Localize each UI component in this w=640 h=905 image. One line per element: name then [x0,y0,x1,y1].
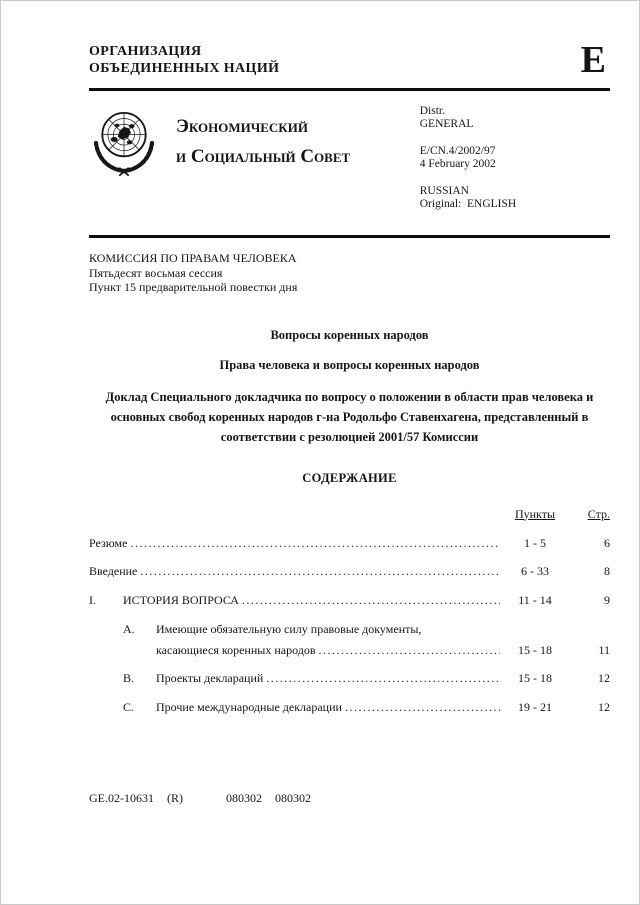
council-name-line2: и Социальный Совет [176,146,351,167]
toc-label: Резюме [89,535,128,550]
agenda-item: Пункт 15 предварительной повестки дня [89,280,298,294]
toc-label: Проекты деклараций [156,671,264,685]
doc-subtopic-title: Права человека и вопросы коренных народов [219,357,480,372]
ge-number: GE.02-10631 [89,791,154,805]
dot-leader [130,537,500,551]
session-number: Пятьдесят восьмая сессия [89,265,223,280]
language-code: (R) [167,791,183,805]
language-block [420,185,610,211]
council-name-line1: Экономический [176,116,308,137]
toc-paragraph-range: 19 - 21 [518,699,552,714]
doc-language: RUSSIAN [419,185,469,197]
report-title: Доклад Специального докладчика по вопросу о положении в области прав человека и основных свобод коренных народов г-на Родольфо Ставенхагена, представленный в соответствии с резолюцией 2001/57 Комиссии [105,389,594,444]
org-name-line1: ОРГАНИЗАЦИЯ [89,44,202,59]
symbol-block [420,145,610,171]
toc-row-summary [89,537,610,551]
masthead [89,104,610,222]
org-name-line2: ОБЪЕДИНЕННЫХ НАЦИЙ [89,61,280,76]
toc-col-paragraphs: Пункты [514,506,556,521]
distr-block [420,105,610,131]
commission-name: КОМИССИЯ ПО ПРАВАМ ЧЕЛОВЕКА [89,251,297,265]
toc-item-number: A. [123,622,135,636]
toc-label: Прочие международные декларации [156,699,342,714]
toc-label: Введение [89,564,138,578]
toc-paragraph-range: 1 - 5 [524,535,546,550]
toc-item-number: B. [123,671,135,685]
toc-label-line2: касающиеся коренных народов [156,642,316,657]
dot-leader [266,672,500,686]
toc-row-section-b [89,672,610,686]
un-emblem-icon [89,106,159,180]
toc-paragraph-range: 11 - 14 [518,592,552,607]
dot-leader [345,701,500,715]
toc-page-number: 8 [604,564,610,578]
toc-paragraph-range: 15 - 18 [518,671,552,685]
document-metadata [420,104,610,222]
horizontal-rule-top [89,88,610,91]
toc-row-section-c [89,701,610,715]
session-block [89,251,610,295]
dot-leader [319,644,501,658]
footer-date-2: 080302 [275,791,311,805]
toc-paragraph-range: 6 - 33 [521,564,549,578]
council-name [176,104,350,222]
toc-item-number: C. [123,699,135,714]
doc-series-letter: E [580,39,606,81]
toc-item-number: I. [89,592,96,607]
org-name [89,43,279,77]
toc-label: Имеющие обязательную силу правовые документы, [156,622,422,636]
horizontal-rule-bottom [89,235,610,238]
toc-page-number: 6 [604,535,610,550]
toc-page-number: 11 [598,642,610,657]
distr-label: Distr. [419,105,445,117]
doc-symbol: E/CN.4/2002/97 [419,145,496,157]
toc-column-headers [89,507,610,522]
doc-topic-title: Вопросы коренных народов [270,327,429,342]
toc-label: ИСТОРИЯ ВОПРОСА [123,592,239,607]
toc-row-introduction [89,565,610,579]
footer-date-1: 080302 [226,791,262,805]
contents-heading: СОДЕРЖАНИЕ [302,470,397,485]
footer [89,791,311,806]
toc-row-section-a [89,623,610,657]
toc-page-number: 12 [598,699,610,714]
table-of-contents [89,507,610,715]
doc-original-language: Original: ENGLISH [419,198,517,210]
toc-paragraph-range: 15 - 18 [518,642,552,657]
toc-col-page: Стр. [587,506,610,521]
masthead-left [89,104,420,222]
dot-leader [140,565,500,579]
toc-page-number: 9 [604,592,610,607]
doc-date: 4 February 2002 [419,158,496,170]
distr-value: GENERAL [419,118,474,130]
toc-page-number: 12 [598,671,610,685]
header [89,1,610,81]
toc-row-chapter-1 [89,594,610,608]
dot-leader [242,594,500,608]
